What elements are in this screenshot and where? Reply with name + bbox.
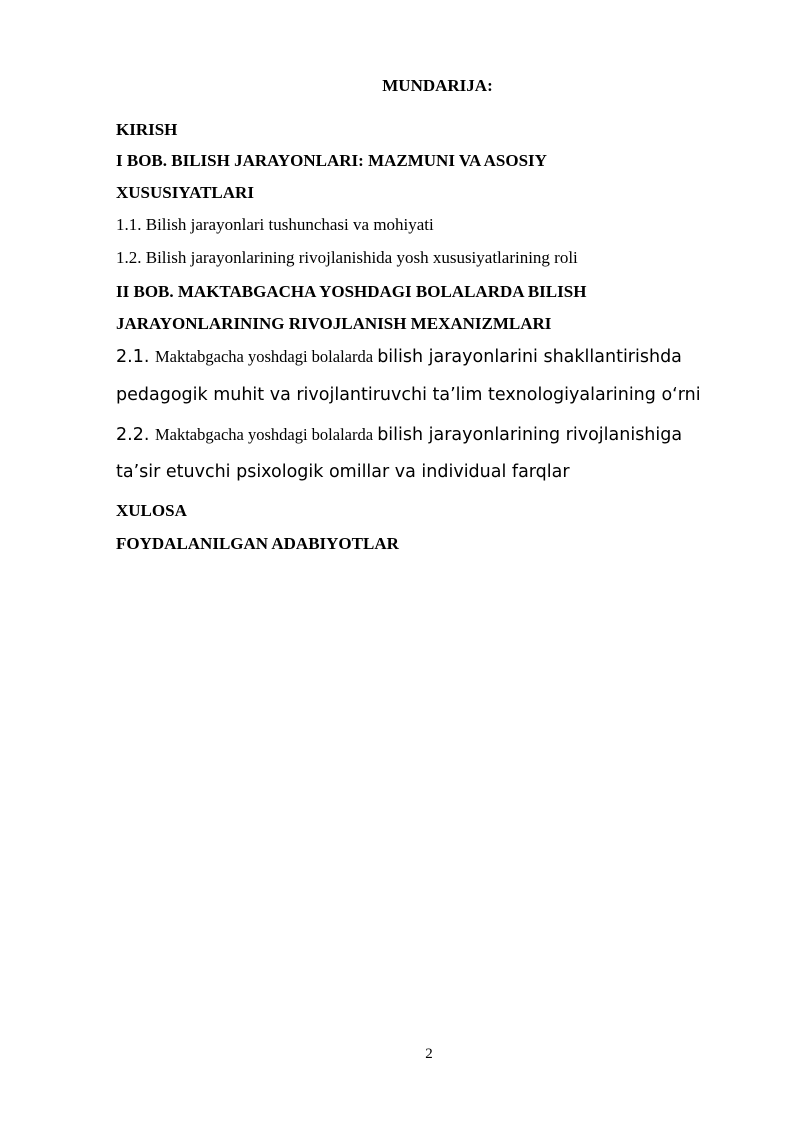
toc-entry-chapter-1-line-1: I BOB. BILISH JARAYONLARI: MAZMUNI VA ASOSIY [116,151,547,170]
toc-entry-section-2-2-line-1 [116,425,682,445]
toc-entry-chapter-2-line-2: JARAYONLARINING RIVOJLANISH MEXANIZMLARI [116,314,552,333]
section-text-rest: bilish jarayonlarining rivojlanishiga [377,425,683,445]
section-number: 2.2. [116,425,155,445]
toc-entry-section-1-2: 1.2. Bilish jarayonlarining rivojlanishida yosh xususiyatlarining roli [116,248,578,267]
section-number: 2.1. [116,347,155,367]
section-text-serif: Maktabgacha yoshdagi bolalarda [154,347,378,366]
toc-entry-section-2-2-line-2: ta’sir etuvchi psixologik omillar va individual farqlar [116,462,570,482]
toc-entry-section-2-1-line-2: pedagogik muhit va rivojlantiruvchi ta’lim texnologiyalarining o‘rni [116,385,701,405]
toc-entry-chapter-1-line-2: XUSUSIYATLARI [116,183,254,202]
toc-entry-chapter-2-line-1: II BOB. MAKTABGACHA YOSHDAGI BOLALARDA BILISH [116,282,587,301]
page-number: 2 [425,1046,433,1062]
toc-entry-intro: KIRISH [116,120,178,139]
toc-heading: MUNDARIJA: [382,76,493,95]
toc-entry-section-1-1: 1.1. Bilish jarayonlari tushunchasi va mohiyati [116,215,434,234]
toc-entry-references: FOYDALANILGAN ADABIYOTLAR [116,534,399,553]
toc-entry-conclusion: XULOSA [116,501,187,520]
toc-entry-section-2-1-line-1 [116,347,682,367]
section-text-rest: bilish jarayonlarini shakllantirishda [377,347,682,367]
section-text-serif: Maktabgacha yoshdagi bolalarda [154,425,378,444]
